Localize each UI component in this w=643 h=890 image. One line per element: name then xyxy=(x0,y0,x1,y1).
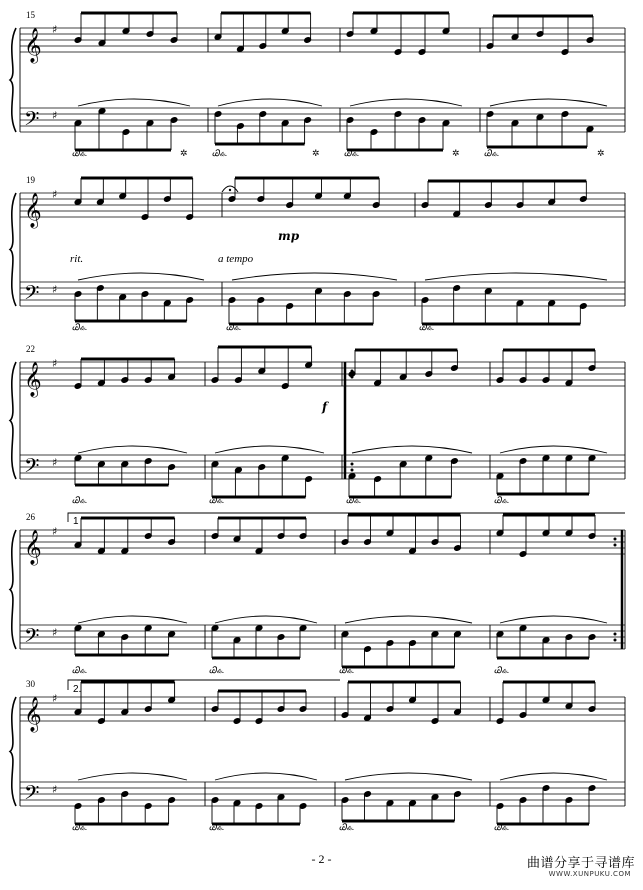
key-signature: ♯ xyxy=(52,783,58,796)
pedal-mark: Ꮚꮂ. xyxy=(494,665,510,675)
pedal-mark: Ꮚꮂ. xyxy=(72,322,88,332)
treble-clef: 𝄞 xyxy=(24,697,42,732)
slur xyxy=(500,616,607,623)
repeat-dot xyxy=(614,544,617,547)
key-signature: ♯ xyxy=(52,692,58,705)
watermark-text: 曲谱分享于寻谱库 xyxy=(526,856,635,871)
system-brace xyxy=(10,362,16,479)
slur xyxy=(78,616,187,623)
slur xyxy=(78,446,187,453)
pedal-mark: Ꮚꮂ. xyxy=(494,495,510,505)
pedal-release: ✲ xyxy=(180,149,188,159)
measure-number: 30 xyxy=(26,679,35,689)
volta-second: 2. xyxy=(73,684,82,695)
bass-clef: 𝄢 xyxy=(24,281,40,309)
measure-number: 15 xyxy=(26,10,35,20)
repeat-dot xyxy=(351,463,354,466)
dynamic-mp: mp xyxy=(278,229,300,243)
bass-clef: 𝄢 xyxy=(24,107,40,135)
measure-number: 26 xyxy=(26,512,35,522)
pedal-mark: Ꮚꮂ. xyxy=(494,822,510,832)
page-number: - 2 - xyxy=(311,852,332,866)
repeat-dot xyxy=(614,633,617,636)
slur xyxy=(218,99,322,106)
treble-clef: 𝄞 xyxy=(24,28,42,63)
bass-clef: 𝄢 xyxy=(24,624,40,652)
slur xyxy=(78,99,190,106)
key-signature: ♯ xyxy=(52,357,58,370)
pedal-mark: Ꮚꮂ. xyxy=(72,495,88,505)
pedal-mark: Ꮚꮂ. xyxy=(346,495,362,505)
bass-clef: 𝄢 xyxy=(24,454,40,482)
watermark-url: WWW.XUNPUKU.COM xyxy=(548,870,631,878)
key-signature: ♯ xyxy=(52,283,58,296)
slur xyxy=(500,446,607,453)
pedal-release: ✲ xyxy=(312,149,320,159)
pedal-mark: Ꮚꮂ. xyxy=(419,322,435,332)
key-signature: ♯ xyxy=(52,626,58,639)
treble-clef: 𝄞 xyxy=(24,193,42,228)
repeat-dot xyxy=(351,370,354,373)
repeat-dot xyxy=(614,538,617,541)
key-signature: ♯ xyxy=(52,525,58,538)
system-brace xyxy=(10,697,16,806)
measure-number: 19 xyxy=(26,175,35,185)
system-brace xyxy=(10,28,16,132)
pedal-mark: Ꮚꮂ. xyxy=(209,495,225,505)
treble-clef: 𝄞 xyxy=(24,362,42,397)
repeat-dot xyxy=(614,639,617,642)
system-brace xyxy=(10,530,16,649)
pedal-mark: Ꮚꮂ. xyxy=(209,665,225,675)
slur xyxy=(500,773,607,780)
slur xyxy=(78,773,187,780)
slur xyxy=(350,99,462,106)
expression-rit: rit. xyxy=(70,253,84,265)
key-signature: ♯ xyxy=(52,23,58,36)
repeat-dot xyxy=(351,376,354,379)
key-signature: ♯ xyxy=(52,456,58,469)
pedal-mark: Ꮚꮂ. xyxy=(226,322,242,332)
pedal-mark: Ꮚꮂ. xyxy=(484,148,500,158)
slur xyxy=(345,773,472,780)
fermata-dot xyxy=(229,189,231,191)
bass-clef: 𝄢 xyxy=(24,781,40,809)
system-brace xyxy=(10,193,16,306)
volta-first: 1 xyxy=(73,516,79,527)
pedal-mark: Ꮚꮂ. xyxy=(209,822,225,832)
repeat-dot xyxy=(351,469,354,472)
expression-a-tempo: a tempo xyxy=(218,253,254,265)
key-signature: ♯ xyxy=(52,188,58,201)
measure-number: 22 xyxy=(26,344,35,354)
treble-clef: 𝄞 xyxy=(24,530,42,565)
slur xyxy=(215,446,324,453)
slur xyxy=(232,273,397,280)
pedal-mark: Ꮚꮂ. xyxy=(72,822,88,832)
pedal-release: ✲ xyxy=(452,149,460,159)
slur xyxy=(78,273,204,280)
key-signature: ♯ xyxy=(52,109,58,122)
pedal-mark: Ꮚꮂ. xyxy=(339,822,355,832)
dynamic-f: f xyxy=(322,400,328,414)
slur xyxy=(215,616,317,623)
slur xyxy=(490,99,607,106)
pedal-release: ✲ xyxy=(597,149,605,159)
pedal-mark: Ꮚꮂ. xyxy=(344,148,360,158)
slur xyxy=(345,616,472,623)
slur xyxy=(352,446,472,453)
slur xyxy=(425,273,607,280)
pedal-mark: Ꮚꮂ. xyxy=(339,665,355,675)
pedal-mark: Ꮚꮂ. xyxy=(212,148,228,158)
pedal-mark: Ꮚꮂ. xyxy=(72,665,88,675)
pedal-mark: Ꮚꮂ. xyxy=(72,148,88,158)
slur xyxy=(215,773,317,780)
